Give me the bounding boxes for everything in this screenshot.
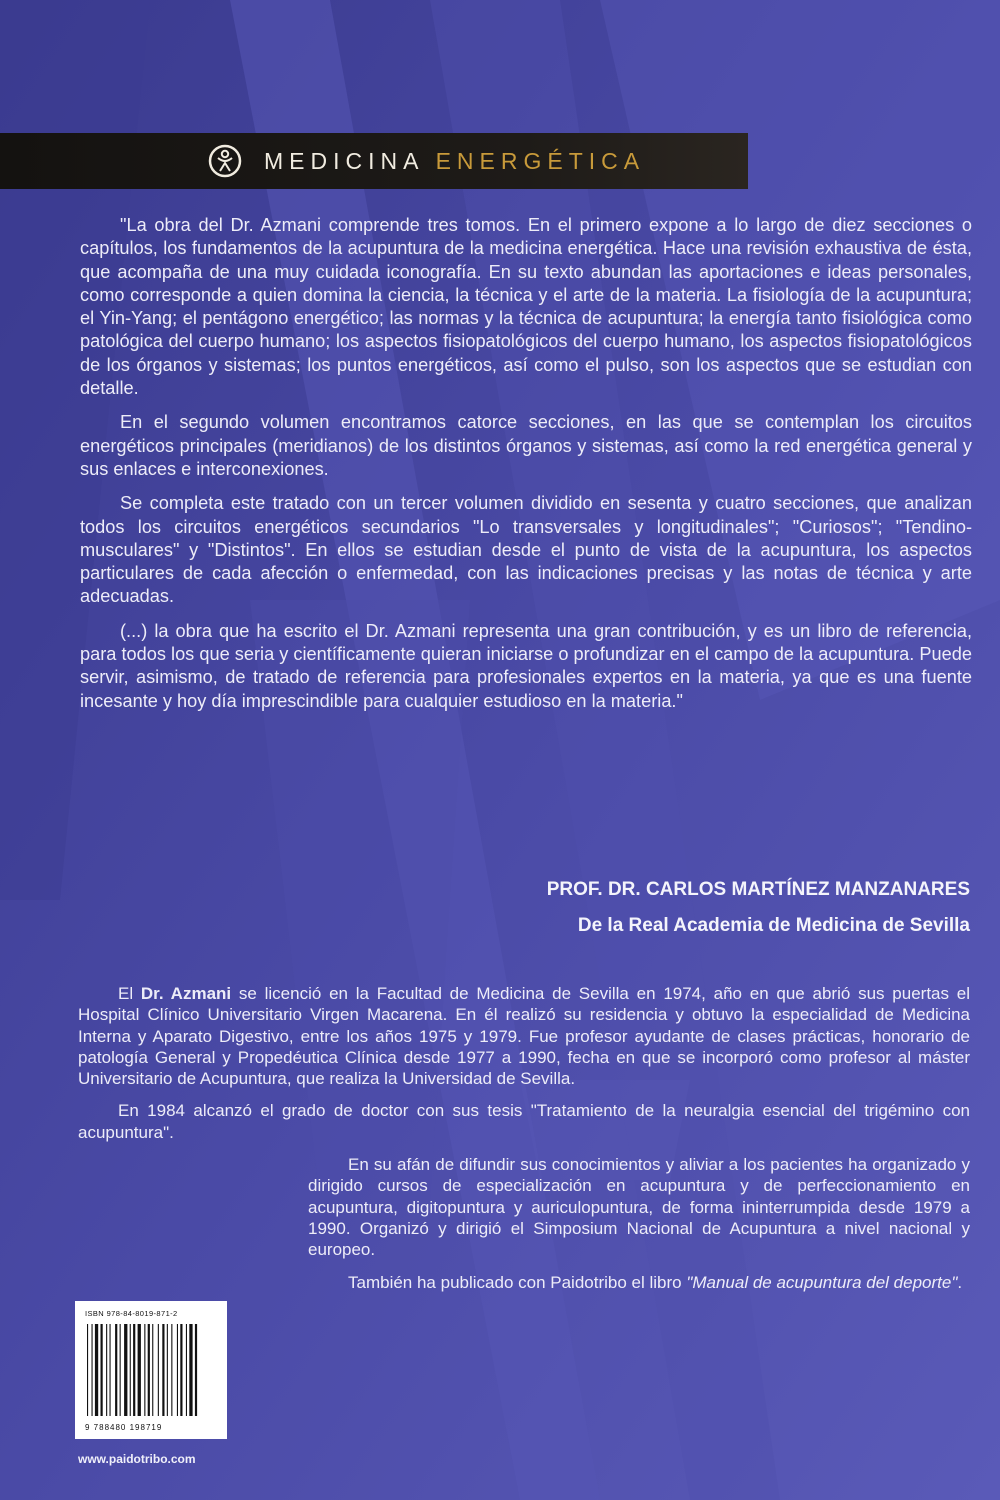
series-band — [0, 133, 748, 189]
book-title: "Manual de acupuntura del deporte" — [686, 1272, 958, 1292]
barcode-bar — [162, 1324, 164, 1416]
barcode-bar — [92, 1324, 93, 1416]
review-quote — [80, 214, 972, 713]
barcode-bar — [120, 1324, 121, 1416]
signature-affiliation: De la Real Academia de Medicina de Sevilla — [577, 915, 970, 936]
bio-prefix: El — [118, 984, 141, 1003]
bio-paragraph — [308, 1154, 970, 1260]
barcode-bar — [115, 1324, 117, 1416]
quote-paragraph: "La obra del Dr. Azmani comprende tres tomos. En el primero expone a lo largo de diez secciones o capítulos, los fundamentos de la acupuntura de la medicina energética. Hace una revisión exhaustiva de ésta, que acompaña de una muy cuidada iconografía. En su texto abundan las aportaciones e ideas personales, como corresponde a quien domina la ciencia, la técnica y el arte de la materia. La fisiología de la acupuntura; el Yin-Yang; el pentágono energético; las normas y la técnica de acupuntura; la energía tanto fisiológica como patológica del cuerpo humano; los aspectos fisiopatológicos del cuerpo humano, los aspectos fisiopatológicos de los órganos y sistemas; los puntos energéticos, así como el pulso, son los aspectos que se estudian con detalle. — [80, 215, 972, 399]
bio-text: . — [957, 1272, 963, 1292]
quote-paragraph: En el segundo volumen encontramos catorce secciones, en las que se contemplan los circuitos energéticos principales (meridianos) de los distintos órganos y sistemas, así como la red energética general y sus enlaces e interconexiones. — [80, 412, 972, 479]
barcode-bars — [85, 1324, 217, 1416]
yin-yang-figure-icon — [208, 144, 242, 178]
barcode-bar — [87, 1324, 88, 1416]
barcode-bar — [101, 1324, 103, 1416]
barcode-bar — [189, 1324, 192, 1416]
bio-paragraph: En 1984 alcanzó el grado de doctor con sus tesis "Tratamiento de la neuralgia esencial del trigémino con acupuntura". — [78, 1101, 970, 1142]
quote-signature — [547, 872, 970, 944]
barcode-bar — [130, 1324, 131, 1416]
bio-text: También ha publicado con Paidotribo el libro — [348, 1272, 687, 1292]
publisher-website: www.paidotribo.com — [78, 1452, 196, 1466]
barcode-bar — [195, 1324, 197, 1416]
series-title-part1: MEDICINA — [264, 147, 424, 174]
author-name: Dr. Azmani — [140, 984, 232, 1003]
barcode-bar — [144, 1324, 145, 1416]
barcode-bar — [152, 1324, 153, 1416]
barcode-bar — [177, 1324, 178, 1416]
quote-paragraph: Se completa este tratado con un tercer volumen dividido en sesenta y cuatro secciones, que analizan todos los circuitos energéticos secundarios "Lo transversales y longitudinales"; "Curiosos"; "Tendino-musculares" y "Distintos". En ellos se estudian desde el punto de vista de la acupuntura, los aspectos particulares de cada afección o enfermedad, con las indicaciones precisas y las notas de técnica y arte adecuadas. — [80, 493, 972, 607]
barcode-bar — [106, 1324, 107, 1416]
barcode — [75, 1301, 227, 1439]
barcode-bar — [158, 1324, 159, 1416]
bio-paragraph — [308, 1272, 970, 1293]
bio-text: En su afán de difundir sus conocimientos y aliviar a los pacientes ha organizado y dirigido cursos de especialización en acupuntura y de perfeccionamiento en acupuntura, digitopuntura y auriculopuntura, de forma ininterrumpida desde 1979 a 1990. Organizó y dirigió el Simposium Nacional de Acupuntura a nivel nacional y europeo. — [308, 1155, 970, 1260]
isbn-label: ISBN 978-84-8019-871-2 — [85, 1309, 178, 1318]
barcode-bar — [110, 1324, 111, 1416]
barcode-bar — [138, 1324, 141, 1416]
signature-name: PROF. DR. CARLOS MARTÍNEZ MANZANARES — [546, 879, 970, 900]
barcode-bar — [95, 1324, 98, 1416]
author-bio — [78, 983, 970, 1304]
series-title-part2: ENERGÉTICA — [435, 147, 646, 174]
barcode-bar — [171, 1324, 172, 1416]
series-title — [264, 148, 645, 175]
barcode-bar — [186, 1324, 187, 1416]
barcode-bar — [167, 1324, 168, 1416]
barcode-bar — [180, 1324, 182, 1416]
bio-text: se licenció en la Facultad de Medicina de Sevilla en 1974, año en que abrió sus puertas el Hospital Clínico Universitario Virgen Macarena. En él realizó su residencia y obtuvo la especialidad de Medicina Interna y Aparato Digestivo, entre los años 1975 y 1979. Fue profesor ayudante de clases prácticas, honorario de patología General y Propedéutica Clínica desde 1977 a 1990, fecha en que se incorporó como profesor al máster Universitario de Acupuntura, que realiza la Universidad de Sevilla. — [78, 984, 970, 1089]
barcode-number: 9 788480 198719 — [85, 1423, 163, 1432]
barcode-bar — [148, 1324, 150, 1416]
bio-paragraph — [78, 983, 970, 1089]
quote-paragraph: (...) la obra que ha escrito el Dr. Azmani representa una gran contribución, y es un libro de referencia, para todos los que seria y científicamente quieran iniciarse o profundizar en el campo de la acupuntura. Puede servir, asimismo, de tratado de referencia para profesionales expertos en la materia, ya que es una fuente incesante y hoy día imprescindible para cualquier estudioso en la materia." — [80, 620, 972, 711]
barcode-bar — [124, 1324, 127, 1416]
barcode-bar — [133, 1324, 135, 1416]
